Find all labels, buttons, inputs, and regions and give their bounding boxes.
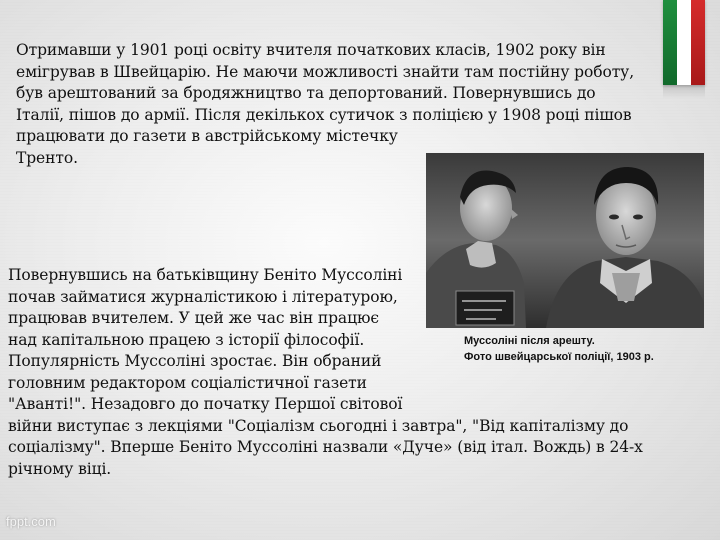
flag-red-stripe bbox=[691, 0, 705, 85]
biography-paragraph-1: Отримавши у 1901 році освіту вчителя початкових класів, 1902 року він емігрував в Швейцарію. Не маючи можливості знайти там постійну роботу, був арештований за бродяжництво та депортований. Повернувшись до Італії, пішов до армії. Після декількох сутичок з поліцією у 1908 році пішов працювати до газети в австрійському містечку Тренто. bbox=[16, 41, 635, 167]
footer-watermark: fppt.com bbox=[6, 514, 56, 529]
biography-paragraph-2: Повернувшись на батьківщину Беніто Муссоліні почав займатися журналістикою і літературою, працював вчителем. У цей же час він працює над капітальною працею з історії філософії. Популярність Муссоліні зростає. Він обраний головним редактором соціалістичної газети "Аванті!". Незадовго до початку Першої світової війни виступає з лекціями "Соціалізм сьогодні і завтра", "Від капіталізму до соціалізму". Вперше Беніто Муссоліні назвали «Дуче» (від італ. Вождь) в 24-х річному віці. bbox=[8, 266, 643, 478]
flag-white-stripe bbox=[677, 0, 691, 85]
photo-caption: Муссоліні після арешту. Фото швейцарської поліції, 1903 р. bbox=[464, 335, 654, 363]
